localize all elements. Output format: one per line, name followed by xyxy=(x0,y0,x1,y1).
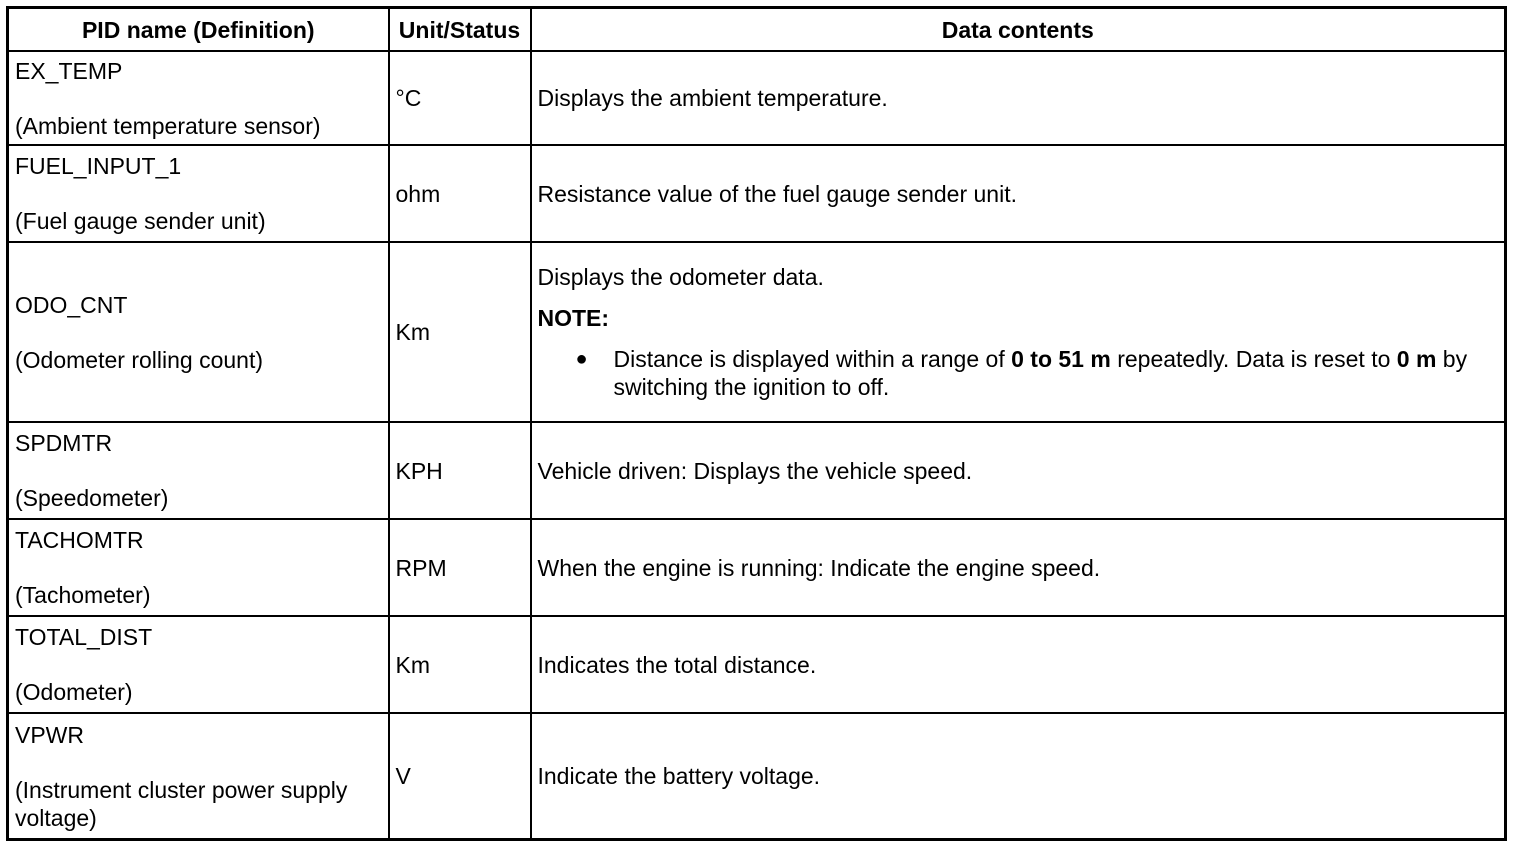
unit-cell: ohm xyxy=(389,145,531,242)
pid-definition: (Tachometer) xyxy=(15,582,151,608)
unit-cell: KPH xyxy=(389,422,531,519)
unit-cell: Km xyxy=(389,616,531,713)
pid-name: VPWR xyxy=(15,721,84,748)
table-row xyxy=(8,713,1506,840)
pid-name: SPDMTR xyxy=(15,430,113,456)
pid-cell xyxy=(8,51,389,145)
table-row xyxy=(8,422,1506,519)
pid-cell xyxy=(8,519,389,616)
table-row xyxy=(8,51,1506,145)
unit-cell: RPM xyxy=(389,519,531,616)
pid-name: TOTAL_DIST xyxy=(15,624,153,650)
header-row xyxy=(8,8,1506,52)
bullet-dot-icon: ● xyxy=(575,348,588,370)
pid-name: ODO_CNT xyxy=(15,291,128,318)
data-cell: When the engine is running: Indicate the engine speed. xyxy=(531,519,1506,616)
unit-cell: Km xyxy=(389,242,531,422)
note-bullet xyxy=(538,345,1499,401)
table-row xyxy=(8,616,1506,713)
data-cell: Displays the ambient temperature. xyxy=(531,51,1506,145)
pid-definition: (Odometer rolling count) xyxy=(15,346,263,373)
table-row xyxy=(8,145,1506,242)
table-row xyxy=(8,519,1506,616)
pid-cell xyxy=(8,422,389,519)
pid-name: FUEL_INPUT_1 xyxy=(15,153,182,179)
pid-definition: (Instrument cluster power supply voltage) xyxy=(15,776,348,831)
data-cell xyxy=(531,242,1506,422)
table-row xyxy=(8,242,1506,422)
pid-cell xyxy=(8,145,389,242)
header-unit-status: Unit/Status xyxy=(389,8,531,52)
odometer-description: Displays the odometer data. xyxy=(537,264,824,290)
pid-cell xyxy=(8,713,389,840)
header-data-contents: Data contents xyxy=(531,8,1506,52)
header-pid-name: PID name (Definition) xyxy=(8,8,389,52)
pid-name: TACHOMTR xyxy=(15,527,144,553)
pid-cell xyxy=(8,616,389,713)
unit-cell: °C xyxy=(389,51,531,145)
pid-definition: (Speedometer) xyxy=(15,485,169,511)
pid-table xyxy=(6,6,1507,841)
data-cell: Indicates the total distance. xyxy=(531,616,1506,713)
pid-definition: (Odometer) xyxy=(15,679,133,705)
pid-definition: (Fuel gauge sender unit) xyxy=(15,208,266,234)
note-bullet-text: Distance is displayed within a range of 0 to 51 m repeatedly. Data is reset to 0 m by switching the ignition to off. xyxy=(613,346,1468,400)
pid-cell xyxy=(8,242,389,422)
pid-definition: (Ambient temperature sensor) xyxy=(15,112,321,139)
pid-name: EX_TEMP xyxy=(15,57,123,84)
data-cell: Indicate the battery voltage. xyxy=(531,713,1506,840)
data-cell: Vehicle driven: Displays the vehicle speed. xyxy=(531,422,1506,519)
unit-cell: V xyxy=(389,713,531,840)
note-title: NOTE: xyxy=(537,305,610,331)
data-cell: Resistance value of the fuel gauge sender unit. xyxy=(531,145,1506,242)
